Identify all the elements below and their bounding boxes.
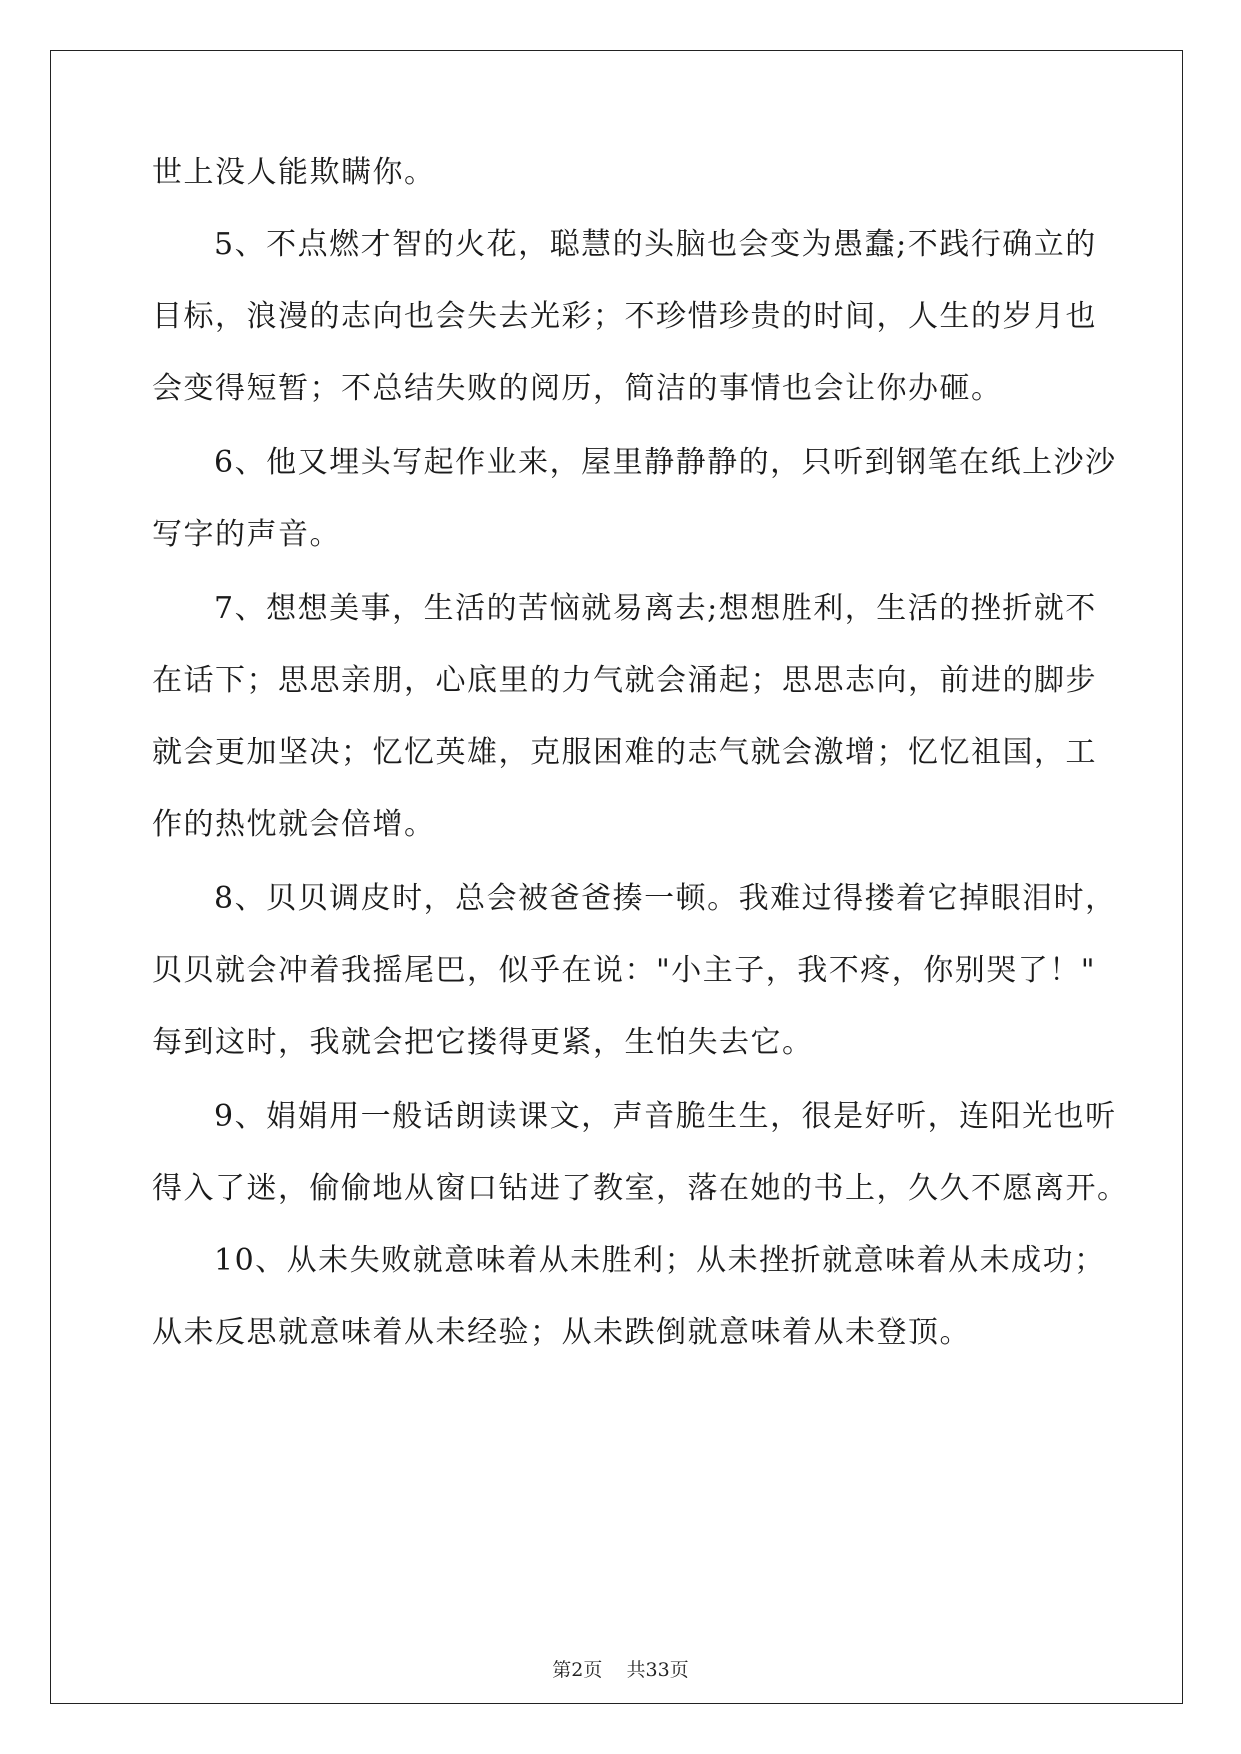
paragraph-8-line-2: 贝贝就会冲着我摇尾巴，似乎在说："小主子，我不疼，你别哭了！" <box>152 953 1097 988</box>
paragraph-5-line-1: 5、不点燃才智的火花，聪慧的头脑也会变为愚蠢;不践行确立的 <box>214 227 1097 262</box>
paragraph-9-line-1: 9、娟娟用一般话朗读课文，声音脆生生，很是好听，连阳光也听 <box>214 1099 1117 1134</box>
paragraph-8-line-3: 每到这时，我就会把它搂得更紧，生怕失去它。 <box>152 1025 814 1060</box>
paragraph-6-line-1: 6、他又埋头写起作业来，屋里静静静的，只听到钢笔在纸上沙沙 <box>214 445 1117 480</box>
paragraph-5-line-3: 会变得短暂；不总结失败的阅历，简洁的事情也会让你办砸。 <box>152 371 1003 406</box>
paragraph-10-line-1: 10、从未失败就意味着从未胜利；从未挫折就意味着从未成功； <box>214 1243 1106 1278</box>
paragraph-9-line-2: 得入了迷，偷偷地从窗口钻进了教室，落在她的书上，久久不愿离开。 <box>152 1171 1129 1206</box>
body-text-line: 世上没人能欺瞒你。 <box>152 155 436 190</box>
paragraph-7-line-1: 7、想想美事，生活的苦恼就易离去;想想胜利，生活的挫折就不 <box>214 591 1097 626</box>
paragraph-8-line-1: 8、贝贝调皮时，总会被爸爸揍一顿。我难过得搂着它掉眼泪时， <box>214 881 1117 916</box>
paragraph-7-line-2: 在话下；思思亲朋，心底里的力气就会涌起；思思志向，前进的脚步 <box>152 663 1097 698</box>
paragraph-5-line-2: 目标，浪漫的志向也会失去光彩；不珍惜珍贵的时间，人生的岁月也 <box>152 299 1097 334</box>
paragraph-7-line-4: 作的热忱就会倍增。 <box>152 807 436 842</box>
paragraph-6-line-2: 写字的声音。 <box>152 517 341 552</box>
page-number-footer: 第2页 共33页 <box>552 1659 689 1681</box>
paragraph-10-line-2: 从未反思就意味着从未经验；从未跌倒就意味着从未登顶。 <box>152 1315 971 1350</box>
paragraph-7-line-3: 就会更加坚决；忆忆英雄，克服困难的志气就会激增；忆忆祖国，工 <box>152 735 1097 770</box>
